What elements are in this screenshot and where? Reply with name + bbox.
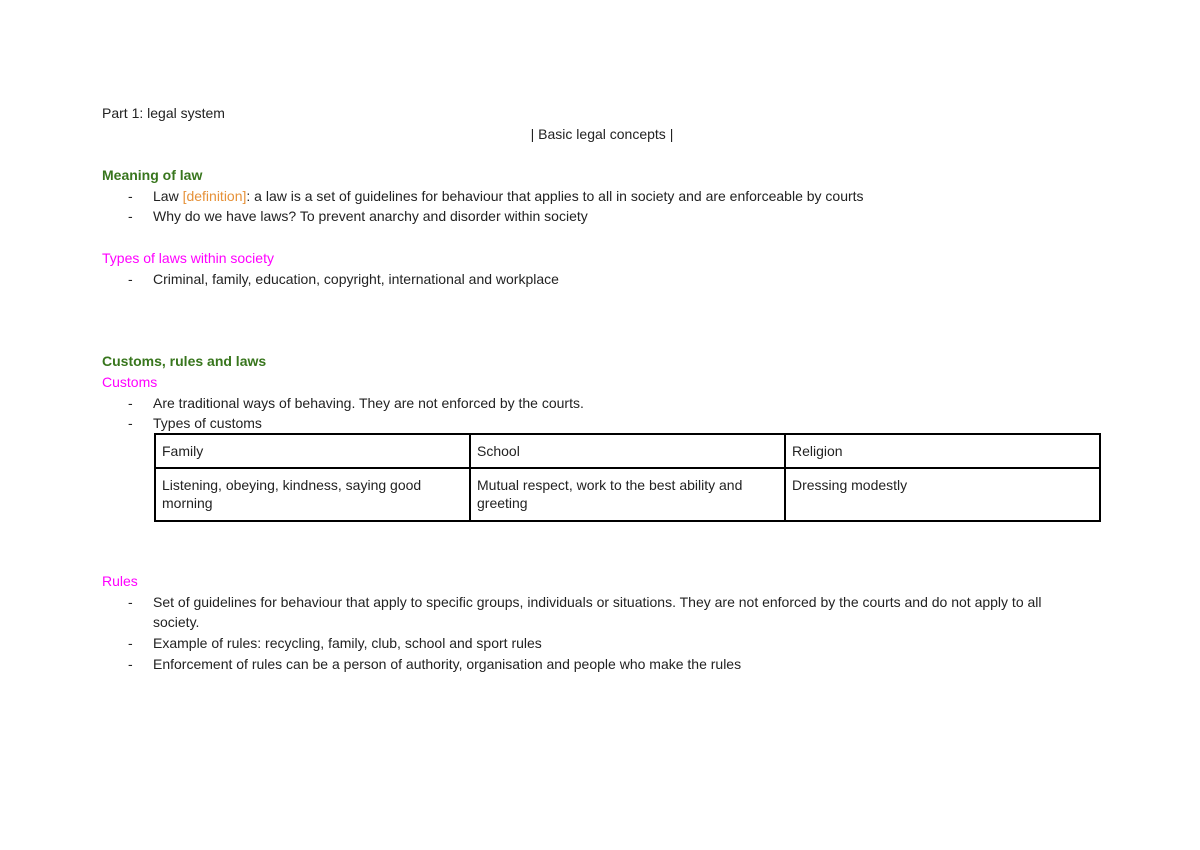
rules-item: Enforcement of rules can be a person of authority, organisation and people who make the rules — [153, 655, 742, 672]
bullet-dash: - — [128, 593, 133, 610]
spacer — [102, 310, 1102, 331]
spacer — [102, 331, 1102, 352]
list-item — [102, 269, 1102, 290]
law-prefix: Law — [153, 187, 183, 204]
bullet-dash: - — [128, 415, 133, 432]
customs-heading: Customs — [102, 373, 158, 390]
customs-table — [154, 433, 1101, 522]
table-cell: Mutual respect, work to the best ability and greeting — [470, 468, 785, 521]
table-cell: Listening, obeying, kindness, saying good morning — [155, 468, 470, 521]
spacer — [102, 144, 1102, 165]
table-header-cell: Family — [155, 434, 470, 468]
bullet-dash: - — [128, 270, 133, 287]
list-item — [102, 393, 1102, 414]
list-item — [102, 186, 1102, 207]
table-cell: Dressing modestly — [785, 468, 1100, 521]
customs-table-wrapper — [154, 433, 1101, 522]
rules-item: Example of rules: recycling, family, club, school and sport rules — [153, 635, 542, 652]
rules-item: Set of guidelines for behaviour that apply to specific groups, individuals or situations. They are not enforced by the courts and do not apply to all society. — [153, 593, 1042, 631]
rules-heading: Rules — [102, 573, 138, 590]
list-item — [102, 206, 1102, 227]
spacer — [102, 522, 1102, 571]
list-item — [102, 413, 1102, 434]
document-page — [102, 103, 1102, 675]
bullet-dash: - — [128, 208, 133, 225]
list-item — [102, 654, 1102, 675]
list-item — [102, 633, 1102, 654]
list-item — [102, 592, 1102, 633]
law-definition-text: : a law is a set of guidelines for behaviour that applies to all in society and are enforceable by courts — [246, 187, 864, 204]
part-title: Part 1: legal system — [102, 105, 225, 121]
bullet-dash: - — [128, 394, 133, 411]
bullet-dash: - — [128, 635, 133, 652]
bullet-dash: - — [128, 187, 133, 204]
table-row — [155, 468, 1100, 521]
types-of-laws-heading: Types of laws within society — [102, 249, 274, 266]
section-subtitle: | Basic legal concepts | — [530, 125, 674, 142]
law-definition — [153, 186, 1102, 207]
table-header-cell: Religion — [785, 434, 1100, 468]
spacer — [102, 289, 1102, 310]
definition-tag: [definition] — [182, 187, 247, 204]
bullet-dash: - — [128, 655, 133, 672]
customs-item: Types of customs — [153, 415, 262, 432]
table-header-cell: School — [470, 434, 785, 468]
why-laws-text: Why do we have laws? To prevent anarchy and disorder within society — [153, 208, 588, 225]
meaning-of-law-heading: Meaning of law — [102, 167, 203, 184]
types-of-laws-text: Criminal, family, education, copyright, international and workplace — [153, 270, 559, 287]
table-header-row — [155, 434, 1100, 468]
customs-item: Are traditional ways of behaving. They are not enforced by the courts. — [153, 394, 584, 411]
spacer — [102, 227, 1102, 248]
customs-rules-laws-heading: Customs, rules and laws — [102, 353, 267, 370]
